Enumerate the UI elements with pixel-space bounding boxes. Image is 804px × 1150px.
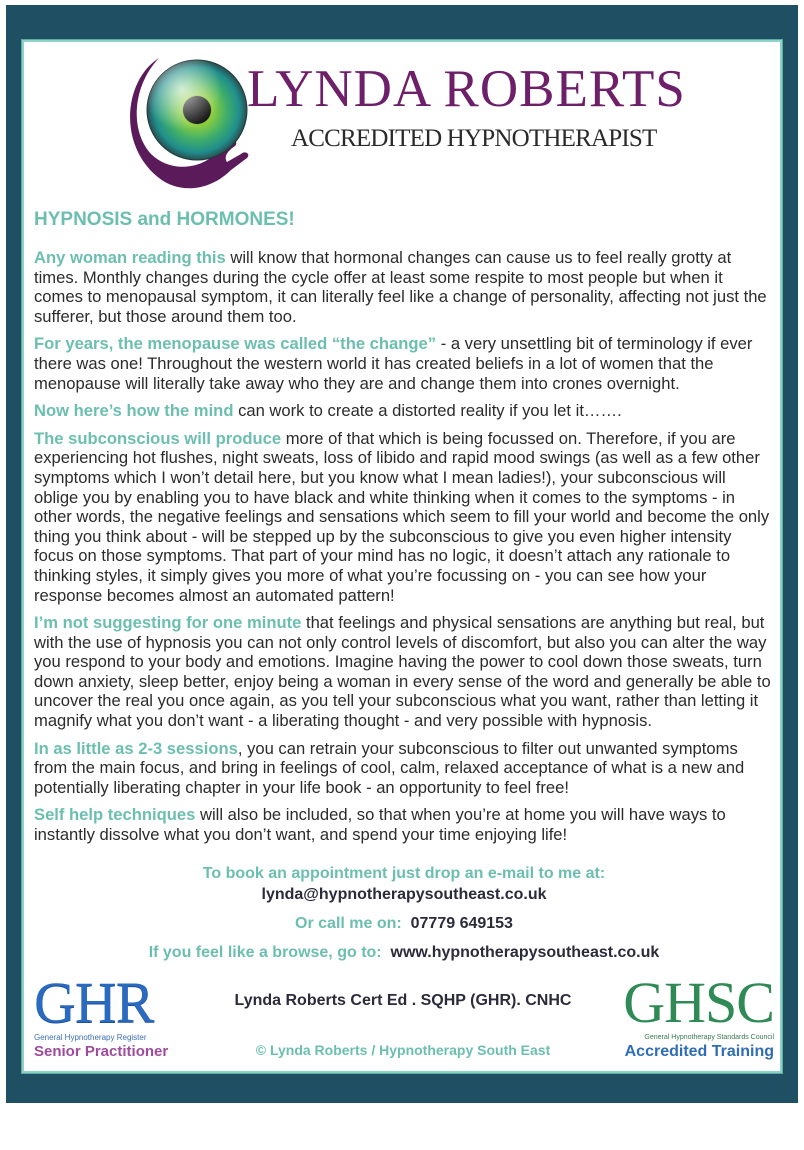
ghr-role: Senior Practitioner [34,1042,169,1060]
paragraph-lead: Self help techniques [34,805,196,825]
copyright: © Lynda Roberts / Hypnotherapy South East [255,1041,551,1058]
paragraph-lead: For years, the menopause was called “the change” [34,334,437,354]
footer-center [194,977,612,1061]
paragraph-text: will know that hormonal changes can cause us to feel really grotty at times. Monthly changes during the cycle offer at least some respite to most people but when it comes to menopausal symptom, it can literally feel like a change of personality, affecting not just the sufferer, but those around them too. [34,248,767,326]
paragraph-lead: Any woman reading this [34,248,226,267]
credentials: Lynda Roberts Cert Ed . SQHP (GHR). CNHC [234,991,572,1009]
paragraph-text: will also be included, so that when you’re at home you will have ways to instantly dissolve what you don’t want, and spend your time enjoying life! [34,805,726,845]
logo-name: LYNDA ROBERTS [247,60,686,118]
article-title: HYPNOSIS and HORMONES! [34,209,295,230]
ghsc-logo: GHSC [623,969,774,1035]
email-link[interactable]: lynda@hypnotherapysoutheast.co.uk [261,885,547,903]
paragraph [34,613,774,731]
call-line [34,913,774,934]
paragraph-lead: Now here’s how the mind [34,401,234,421]
paragraph-lead: I’m not suggesting for one minute [34,613,302,633]
paragraph [34,401,774,421]
contact-block [34,863,774,963]
paragraph [34,805,774,844]
ghr-org: General Hypnotherapy Register [34,1032,147,1042]
ghr-logo: GHR [34,969,154,1035]
article [34,209,774,845]
paragraph [34,429,774,605]
ghsc-role: Accredited Training [624,1042,774,1060]
paragraph [34,248,774,326]
ghr-badge [34,969,194,1061]
page-frame [6,5,798,1103]
paragraph-lead: In as little as 2-3 sessions [34,738,238,758]
paragraph-lead: The subconscious will produce [34,428,282,448]
footer [34,969,774,1061]
paragraph-text: , you can retrain your subconscious to filter out unwanted symptoms from the main focus, and bring in feelings of cool, calm, relaxed acceptance of what is a new and potentially liberating chapter in your life book - an opportunity to feel free! [34,738,745,797]
logo [119,50,719,200]
ghsc-org: General Hypnotherapy Standards Council [644,1033,774,1041]
paragraph-text: more of that which is being focussed on. Therefore, if you are experiencing hot flushes, night sweats, loss of libido and rapid mood swings (as well as a few other symptoms which I won’t detail here, but you know what I mean ladies!), your subconscious will oblige you by enabling you to have black and white thinking when it comes to the symptoms - in other words, the negative feelings and sensations which seem to fill your world and become the only thing you think about - will be stepped up by the subconscious to give you even higher intensity focus on those symptoms. That part of your mind has no logic, it doesn’t attach any rationale to thinking styles, it simply gives you more of what you’re focussing on - you can see how your response becomes almost an automated pattern! [34,428,770,605]
eye-in-hand-icon [119,50,259,195]
call-label: Or call me on: [295,914,402,932]
ghsc-badge [612,969,774,1061]
book-label: To book an appointment just drop an e-mail to me at: [202,864,606,882]
browse-line [34,942,774,963]
paragraph-text: - a very unsettling bit of terminology if ever there was one! Throughout the western world it has created beliefs in a lot of women that the menopause will literally take away who they are and change them into crones overnight. [34,334,753,393]
logo-subtitle: ACCREDITED HYPNOTHERAPIST [291,125,657,152]
paragraph-text: that feelings and physical sensations are anything but real, but with the use of hypnosis you can not only control levels of discomfort, but also you can alter the way you respond to your body and emotions. Imagine having the power to cool down those sweats, turn down anxiety, sleep better, enjoy being a woman in every sense of the word and generally be able to uncover the real you once again, as you tell your subconscious what you want, rather than letting it magnify what you don’t want - a liberating thought - and very possible with hypnosis. [34,613,771,731]
website-link[interactable]: www.hypnotherapysoutheast.co.uk [390,943,660,961]
browse-label: If you feel like a browse, go to: [148,943,382,961]
paragraph [34,739,774,798]
paragraph-text: can work to create a distorted reality if you let it……. [233,401,622,421]
paragraph [34,334,774,393]
phone-number[interactable]: 07779 649153 [410,914,513,932]
flyer-panel [22,40,782,1073]
